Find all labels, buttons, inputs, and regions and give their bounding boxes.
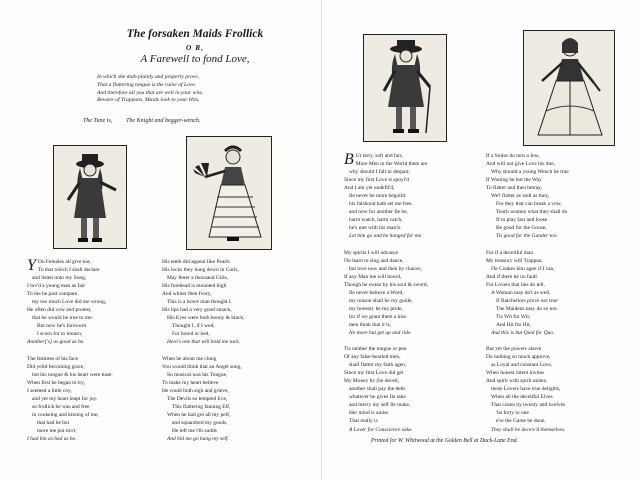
description-line: Beware of Trappans, Maids look to your Hits. [97, 97, 200, 104]
verse-text: He left me i'th sudds [172, 427, 217, 434]
ballad-subtitle: A Farewell to fond Love, [140, 53, 250, 65]
verse-text: Ile never be more beguild. [349, 193, 407, 200]
verse-text: Since my first Love did get [344, 370, 404, 377]
verse-text: my too much Love did me wrong, [32, 299, 107, 306]
stanza [344, 249, 428, 338]
verse-line [162, 363, 244, 371]
verse-text: Ut tarry, soft and fair, [355, 153, 403, 159]
verse-line [27, 266, 113, 274]
verse-text: Ou Females all give ear, [37, 259, 91, 265]
verse-text: those Lovers have true delights, [491, 386, 561, 393]
verse-line [27, 355, 113, 363]
verse-text: I'le learn to sing and dance, [344, 257, 404, 264]
verse-line [162, 371, 244, 379]
verse-line [162, 403, 244, 411]
verse-line [162, 306, 244, 314]
verse-text: I had bin as bad as he. [27, 435, 77, 442]
verse-line [486, 152, 569, 160]
page-fold-divider [321, 0, 322, 480]
verse-text: More Men in the World there are [355, 161, 428, 168]
verse-text: My treasury will Trappan, [486, 257, 543, 264]
verse-line [344, 192, 428, 200]
verse-text: Of any false-hearted men, [344, 354, 401, 361]
verse-line [486, 176, 569, 184]
verse-text: To me he past compare, [27, 291, 79, 298]
verse-text: So musical was his Tongue, [167, 371, 228, 378]
title-or: O R, [185, 43, 205, 52]
stanza [27, 258, 113, 347]
verse-text: Do nothing so much approve, [486, 354, 551, 361]
verse-line [344, 305, 428, 313]
verse-line [27, 298, 113, 306]
tune-line [83, 118, 323, 124]
verse-line [27, 338, 113, 346]
verse-line [162, 282, 244, 290]
verse-text: in cookeing and kissing of me, [32, 411, 99, 418]
verse-text: And whiter then Ivory, [162, 291, 212, 298]
verse-line [162, 379, 244, 387]
verse-text: A Woman may do't as well, [491, 289, 551, 296]
verse-text: as Loyal and constant Love, [491, 362, 553, 369]
verse-line [344, 289, 428, 297]
verse-text: To make my heart believe [162, 379, 219, 386]
verse-text: Tis Wit for Wit, [496, 313, 531, 320]
verse-line [162, 314, 244, 322]
verse-text: His locks they hung down in Curls, [162, 267, 239, 274]
verse-line [344, 361, 428, 369]
verse-line [344, 409, 428, 417]
verse-text: I seemed a little coy, [27, 387, 72, 394]
verse-text: And will not give Love his due, [486, 161, 556, 168]
verse-line [486, 321, 569, 329]
verse-text: my honesty be my pride, [349, 305, 403, 312]
verse-text: whatever he gives Ile take [349, 394, 406, 401]
verse-text: And Hit for Hit, [496, 321, 532, 328]
verse-line [486, 353, 569, 361]
verse-line [344, 329, 428, 337]
verse-line [162, 395, 244, 403]
stanza [27, 355, 113, 444]
verse-line [486, 417, 569, 425]
verse-text: If Wooing be but the Way [486, 177, 542, 184]
verse-text: Tis neither the tongue or pen [344, 346, 407, 353]
verse-line [486, 192, 569, 200]
verse-text: That really is [349, 418, 378, 425]
verse-line [486, 208, 569, 216]
verse-text: that had he but [37, 419, 70, 426]
verse-text: and merry my self Ile make, [349, 402, 411, 409]
verse-text: and listen unto my Song, [32, 275, 87, 282]
verse-line [27, 290, 113, 298]
verse-line [486, 216, 569, 224]
verse-text: his falshood hath set me free, [349, 201, 413, 208]
verse-line [344, 345, 428, 353]
lady-in-gown-icon [523, 30, 615, 146]
verse-line [486, 401, 569, 409]
verse-text: They shall be deceiv'd themselves. [491, 426, 566, 433]
verse-line [27, 435, 113, 443]
verse-text: Another['s] as good as he. [27, 339, 85, 346]
verse-line [486, 361, 569, 369]
stanza [344, 345, 428, 434]
verse-line [486, 369, 569, 377]
verse-text: This is a brave man thought I. [167, 299, 233, 306]
verse-text: And bid me go hang my self. [167, 435, 229, 442]
verse-text: Tis good for the Gander too. [496, 233, 558, 240]
verse-text: The features of his face [27, 355, 79, 362]
stanza-gap [344, 337, 428, 345]
verse-text: And this is but Quid for Quo. [491, 329, 555, 336]
gentleman-figure-icon [53, 145, 127, 249]
verse-text: I lov'd a young man as fair [27, 283, 86, 290]
drop-cap: B [344, 151, 354, 168]
verse-text: We'l flatter as well as they, [491, 193, 550, 200]
verse-text: another shall pay the debt. [349, 386, 407, 393]
verse-line [486, 224, 569, 232]
verse-line [486, 184, 569, 192]
verse-text: His lips had a very good smack, [162, 307, 232, 314]
verse-text: Teach women what they shall do [496, 209, 568, 216]
verse-text: When honest intent invites [486, 370, 545, 377]
verse-line [27, 306, 113, 314]
verse-line [344, 257, 428, 265]
woodcut-woman-left [187, 137, 271, 249]
verse-line [486, 345, 569, 353]
verse-line [27, 395, 113, 403]
lady-with-fan-icon [186, 136, 272, 250]
verse-line [486, 257, 569, 265]
description-line: In which she doth plainly and properly prove, [97, 74, 200, 80]
verse-column-2 [162, 258, 244, 443]
verse-line [344, 160, 428, 168]
verse-text: Thought I, if I wed, [172, 323, 215, 330]
verse-text: but his tongue & his heart were base: [32, 371, 113, 378]
verse-line [486, 168, 569, 176]
verse-line [344, 426, 428, 434]
verse-text: but love now and then by chance, [349, 265, 422, 272]
verse-line [27, 322, 113, 330]
verse-line [486, 297, 569, 305]
verse-text: that he would be true to me: [32, 315, 94, 322]
verse-line [344, 321, 428, 329]
stanza [486, 345, 569, 434]
verse-line [344, 208, 428, 216]
verse-text: The Devils so tempted Eve, [167, 395, 228, 402]
stanza [486, 152, 569, 241]
gentleman-with-cane-icon [363, 34, 447, 142]
verse-line [344, 281, 428, 289]
verse-line [344, 216, 428, 224]
verse-line [27, 419, 113, 427]
verse-text: When first he began to try, [27, 379, 85, 386]
verse-line [27, 274, 113, 282]
description-line: And therefore all you that are well in your wits, [97, 89, 203, 96]
verse-line [344, 385, 428, 393]
verse-line [344, 417, 428, 425]
verse-line [486, 281, 569, 289]
verse-text: This flattering fauning Elf, [172, 403, 231, 410]
printer-imprint: Printed for W. Whitwood at the Golden Bell at Duck-Lane End. [371, 438, 518, 444]
verse-column-4 [486, 152, 569, 434]
woodcut-man-left [54, 146, 126, 248]
verse-line [486, 426, 569, 434]
verse-text: And if there be no fault [486, 273, 537, 280]
verse-line [27, 363, 113, 371]
verse-line [344, 313, 428, 321]
verse-column-1 [27, 258, 113, 443]
verse-line [162, 355, 244, 363]
verse-text: harm watch, harm catch, [349, 217, 403, 224]
verse-text: shall flatter my faith agen, [349, 362, 407, 369]
verse-line [162, 290, 244, 298]
verse-line [344, 273, 428, 281]
verse-text: and now for another Ile be, [349, 209, 408, 216]
verse-text: I'le Coakes him agen if I can, [491, 265, 555, 272]
verse-line [486, 385, 569, 393]
verse-line [344, 168, 428, 176]
verse-line [344, 369, 428, 377]
verse-text: Since my first Love is spoyl'd [344, 177, 409, 184]
verse-text: The Maidens may do so too. [496, 305, 558, 312]
verse-line [27, 427, 113, 435]
verse-line [162, 435, 244, 443]
verse-line [162, 387, 244, 395]
verse-text: You would think that an Angel sung, [162, 363, 242, 370]
woodcut-man-right [364, 35, 446, 141]
verse-text: When he had got all my pelf, [167, 411, 231, 418]
verse-line [344, 401, 428, 409]
verse-text: My spirits I will advance [344, 249, 399, 256]
verse-text: When he about me clung [162, 355, 217, 362]
verse-text: Let him go and be hanged for me. [349, 233, 423, 240]
verse-text: and yet my heart leapt for joy. [32, 395, 98, 402]
stanza-gap [162, 347, 244, 355]
verse-line [486, 232, 569, 240]
tune-name: The Knight and begger-wench. [126, 118, 201, 124]
verse-text: And spirit with spirit unites, [486, 378, 548, 385]
verse-text: He often did vow and protest, [27, 307, 92, 314]
verse-text: Though he swear by his soul & sword, [344, 281, 428, 288]
ballad-description [97, 74, 307, 105]
verse-text: If any Man me will boord, [344, 273, 402, 280]
verse-text: for if we grant them a kiss [349, 313, 407, 320]
verse-text: e're the Game be done, [496, 418, 546, 425]
verse-text: If a Suitor do turn a Jew, [486, 153, 540, 159]
verse-text: For if a deceitful man [486, 249, 534, 256]
verse-text: His forehead is mounted high [162, 283, 227, 290]
verse-line [344, 393, 428, 401]
verse-line [162, 338, 244, 346]
verse-text: No more but get up and ride. [349, 329, 412, 336]
stanza [344, 152, 428, 241]
verse-line [344, 377, 428, 385]
verse-column-3 [344, 152, 428, 434]
verse-line [27, 330, 113, 338]
verse-text: my reason shall be my guide, [349, 297, 413, 304]
verse-text: A Lover for Conscience sake. [349, 426, 413, 433]
verse-line [27, 379, 113, 387]
verse-text: He could both sigh and grieve, [162, 387, 229, 394]
verse-line [486, 313, 569, 321]
verse-text: If to play fast and loose [496, 217, 548, 224]
verse-line [344, 200, 428, 208]
stanza-gap [486, 337, 569, 345]
verse-text: Here's one that will hold me tack. [167, 339, 240, 346]
verse-text: why should I fall in despair, [349, 169, 410, 176]
verse-line [27, 387, 113, 395]
verse-text: Her mind is amiss [349, 410, 389, 417]
verse-line [344, 353, 428, 361]
verse-line [162, 274, 244, 282]
stanza-gap [486, 241, 569, 249]
verse-line [162, 298, 244, 306]
verse-text: May fetter a thousand Girls, [167, 275, 229, 282]
verse-text: His teeth did appear like Pearls [162, 259, 230, 265]
verse-text: Ile never believe a Word, [349, 289, 404, 296]
verse-line [344, 265, 428, 273]
verse-line [486, 160, 569, 168]
verse-line [27, 411, 113, 419]
verse-text: 'tis forty to one [496, 410, 529, 417]
ballad-title: The forsaken Maids Frollick [126, 28, 264, 40]
verse-text: If Batchellors prove not true [496, 297, 558, 304]
verse-line [486, 305, 569, 313]
stanza-gap [27, 347, 113, 355]
stanza [486, 249, 569, 338]
verse-line [486, 393, 569, 401]
verse-line [162, 258, 244, 266]
verse-line [486, 249, 569, 257]
verse-text: Did yeild becoming grace, [27, 363, 85, 370]
verse-text: My Money by (he deceit, [344, 378, 400, 385]
verse-line [162, 419, 244, 427]
drop-cap: Y [27, 257, 36, 274]
verse-text: That cozen by twenty and twelves [491, 402, 566, 409]
verse-line [27, 403, 113, 411]
verse-line [486, 409, 569, 417]
verse-text: To that which I shall declare [37, 267, 100, 274]
verse-line [162, 322, 244, 330]
description-line: That a flattering tongue is the ruine of Love. [97, 81, 197, 88]
verse-line [27, 314, 113, 322]
verse-text: he's met with his match. [349, 225, 402, 232]
tune-label: The Tune is, [83, 118, 113, 124]
verse-text: I scorn for to mourn, [37, 331, 83, 338]
stanza [162, 355, 244, 444]
verse-text: For they that can break a vow, [496, 201, 562, 208]
verse-text: And I am yet undefil'd, [344, 185, 395, 192]
verse-line [486, 289, 569, 297]
verse-text: His Eyes were both bonny & black, [167, 315, 245, 322]
woodcut-woman-right [524, 31, 614, 145]
verse-text: But yet the powers above [486, 346, 542, 353]
verse-line [344, 249, 428, 257]
verse-text: Why should a young Wench be true [491, 169, 569, 176]
stanza [162, 258, 244, 347]
verse-line [344, 176, 428, 184]
verse-text: To flatter and then betray, [486, 185, 542, 192]
verse-line [486, 273, 569, 281]
verse-text: For bored or bed, [172, 331, 210, 338]
verse-line [162, 330, 244, 338]
verse-line [344, 232, 428, 240]
verse-text: men think that it is, [349, 321, 392, 328]
verse-text: so frollick he was and free [32, 403, 90, 410]
verse-line [344, 297, 428, 305]
verse-text: Be good for the Goose, [496, 225, 547, 232]
verse-text: For Lovers that lies do tell, [486, 281, 545, 288]
verse-line [486, 265, 569, 273]
verse-text: But now he's forsworn [37, 323, 87, 330]
verse-line [27, 282, 113, 290]
verse-text: When all the deceitful Elves [491, 394, 553, 401]
verse-text: and squandred my goods, [172, 419, 228, 426]
verse-line [486, 329, 569, 337]
verse-line [162, 411, 244, 419]
verse-line [162, 266, 244, 274]
verse-line [162, 427, 244, 435]
verse-line [486, 200, 569, 208]
verse-line [344, 184, 428, 192]
verse-line [486, 377, 569, 385]
stanza-gap [344, 241, 428, 249]
verse-text: more me put too't, [37, 427, 77, 434]
verse-line [344, 224, 428, 232]
verse-line [27, 371, 113, 379]
